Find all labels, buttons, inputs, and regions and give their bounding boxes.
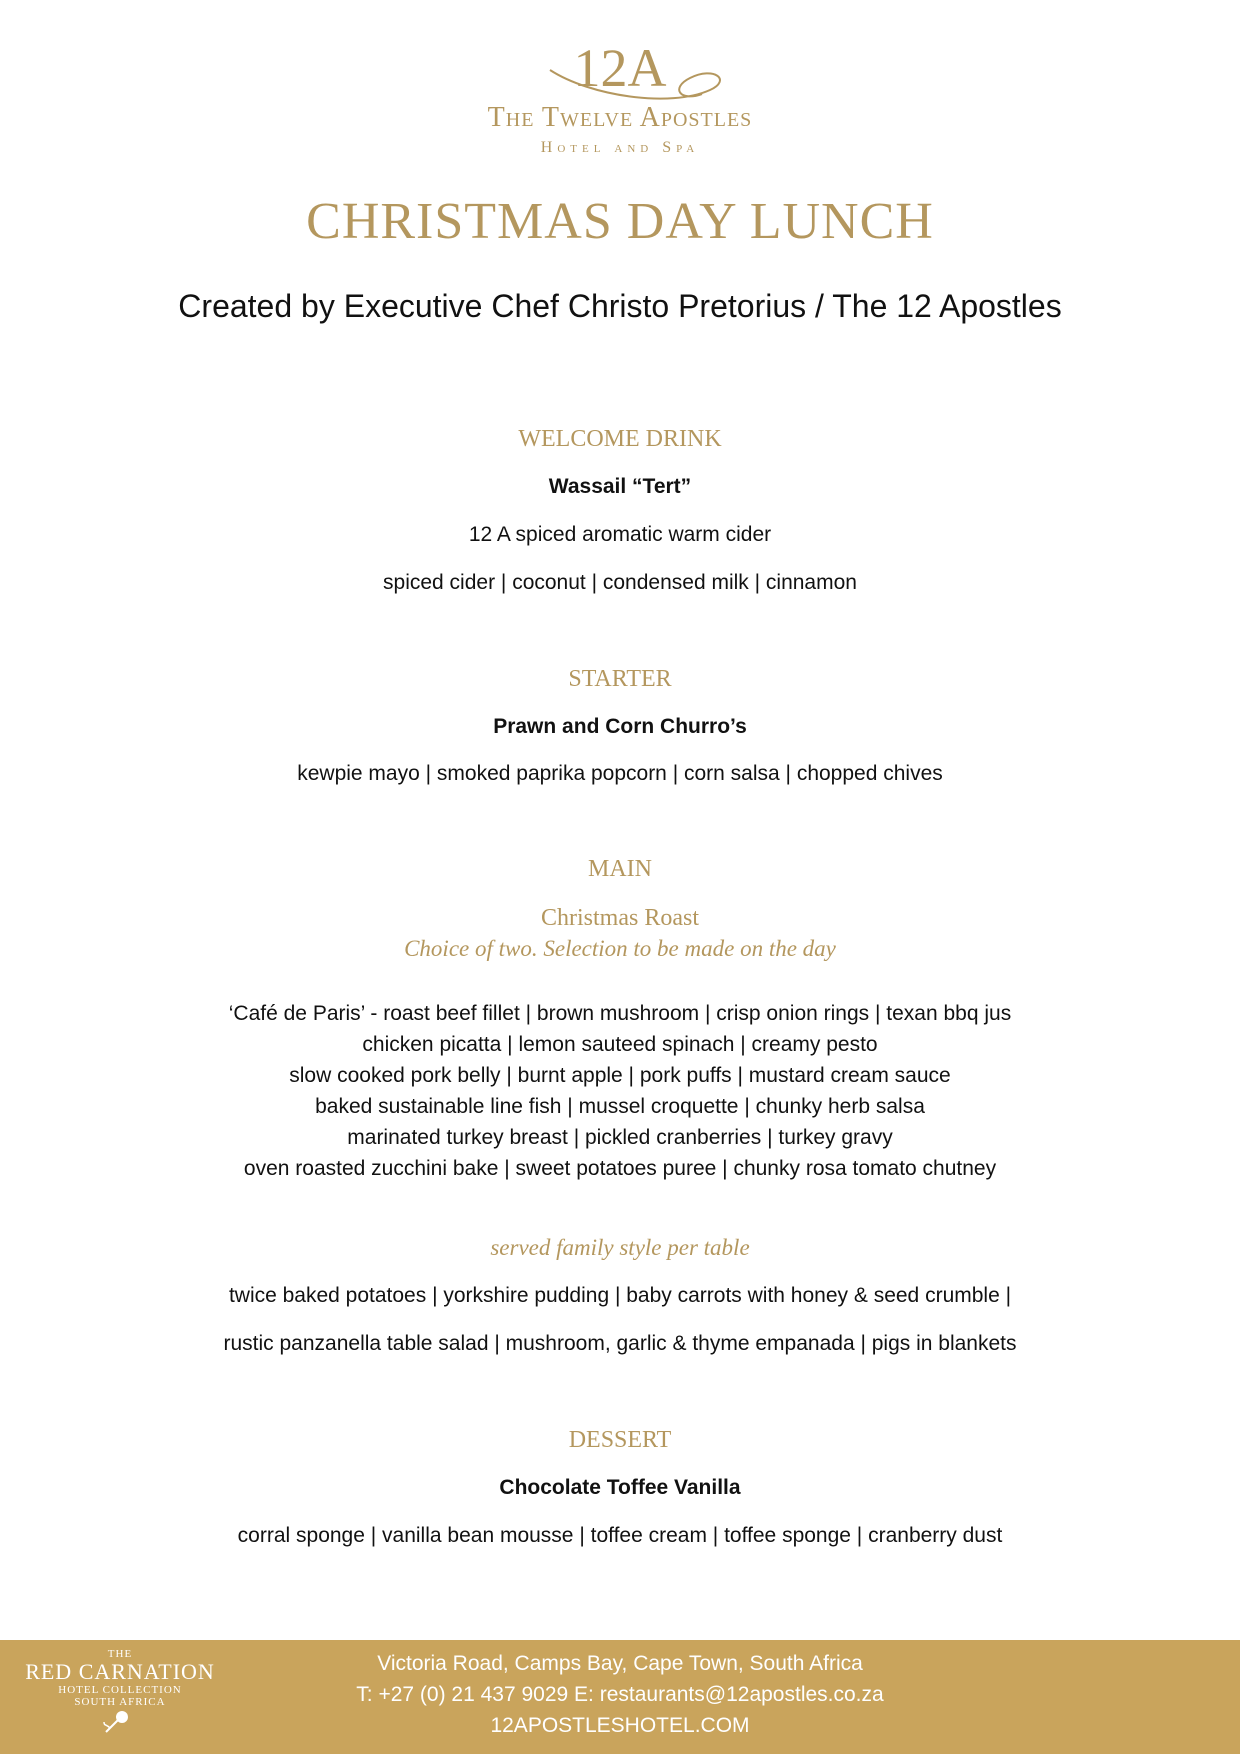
section-heading-dessert: DESSERT: [568, 1427, 672, 1453]
brand-line-4: SOUTH AFRICA: [74, 1696, 166, 1708]
dish-name-starter: Prawn and Corn Churro’s: [493, 715, 747, 738]
section-heading-main: MAIN: [588, 856, 652, 882]
dish-name-welcome: Wassail “Tert”: [548, 475, 692, 498]
hotel-logo: [440, 22, 800, 162]
section-heading-starter: STARTER: [568, 666, 672, 692]
footer-address: Victoria Road, Camps Bay, Cape Town, South Africa: [377, 1652, 863, 1675]
main-choice-note: Choice of two. Selection to be made on the day: [404, 936, 836, 961]
dish-ingredients-starter: kewpie mayo | smoked paprika popcorn | corn salsa | chopped chives: [297, 762, 943, 785]
brand-line-1: THE: [107, 1648, 133, 1660]
footer: [0, 1640, 1240, 1754]
main-option: baked sustainable line fish | mussel croquette | chunky herb salsa: [315, 1095, 925, 1118]
main-option: chicken picatta | lemon sauteed spinach | creamy pesto: [362, 1033, 878, 1056]
logo-monogram: 12A: [573, 38, 667, 98]
dish-description-welcome: 12 A spiced aromatic warm cider: [468, 523, 772, 546]
page-subtitle: Created by Executive Chef Christo Pretorius / The 12 Apostles: [178, 288, 1062, 324]
dish-ingredients-welcome: spiced cider | coconut | condensed milk | cinnamon: [383, 571, 857, 594]
footer-contact: T: +27 (0) 21 437 9029 E: restaurants@12apostles.co.za: [356, 1683, 884, 1706]
sides-heading: served family style per table: [490, 1235, 750, 1260]
logo-name: The Twelve Apostles: [487, 102, 753, 133]
brand-line-2: RED CARNATION: [25, 1659, 215, 1684]
sides-line: twice baked potatoes | yorkshire pudding | baby carrots with honey & seed crumble |: [228, 1284, 1012, 1307]
dish-ingredients-dessert: corral sponge | vanilla bean mousse | toffee cream | toffee sponge | cranberry dust: [237, 1524, 1003, 1547]
main-option: oven roasted zucchini bake | sweet potatoes puree | chunky rosa tomato chutney: [243, 1157, 997, 1180]
main-option: slow cooked pork belly | burnt apple | pork puffs | mustard cream sauce: [289, 1064, 951, 1087]
brand-line-3: HOTEL COLLECTION: [58, 1684, 182, 1696]
hotel-logo-graphic: [440, 22, 800, 162]
dish-name-main: Christmas Roast: [540, 905, 699, 931]
footer-website[interactable]: 12APOSTLESHOTEL.COM: [490, 1714, 750, 1737]
main-option: ‘Café de Paris’ - roast beef fillet | brown mushroom | crisp onion rings | texan bbq jus: [228, 1002, 1012, 1025]
main-option: marinated turkey breast | pickled cranberries | turkey gravy: [347, 1126, 893, 1149]
page-title: CHRISTMAS DAY LUNCH: [306, 193, 934, 250]
sides-line: rustic panzanella table salad | mushroom, garlic & thyme empanada | pigs in blankets: [223, 1332, 1017, 1355]
section-heading-welcome: WELCOME DRINK: [518, 426, 722, 452]
logo-tagline: Hotel and Spa: [540, 139, 700, 156]
dish-name-dessert: Chocolate Toffee Vanilla: [499, 1476, 741, 1499]
